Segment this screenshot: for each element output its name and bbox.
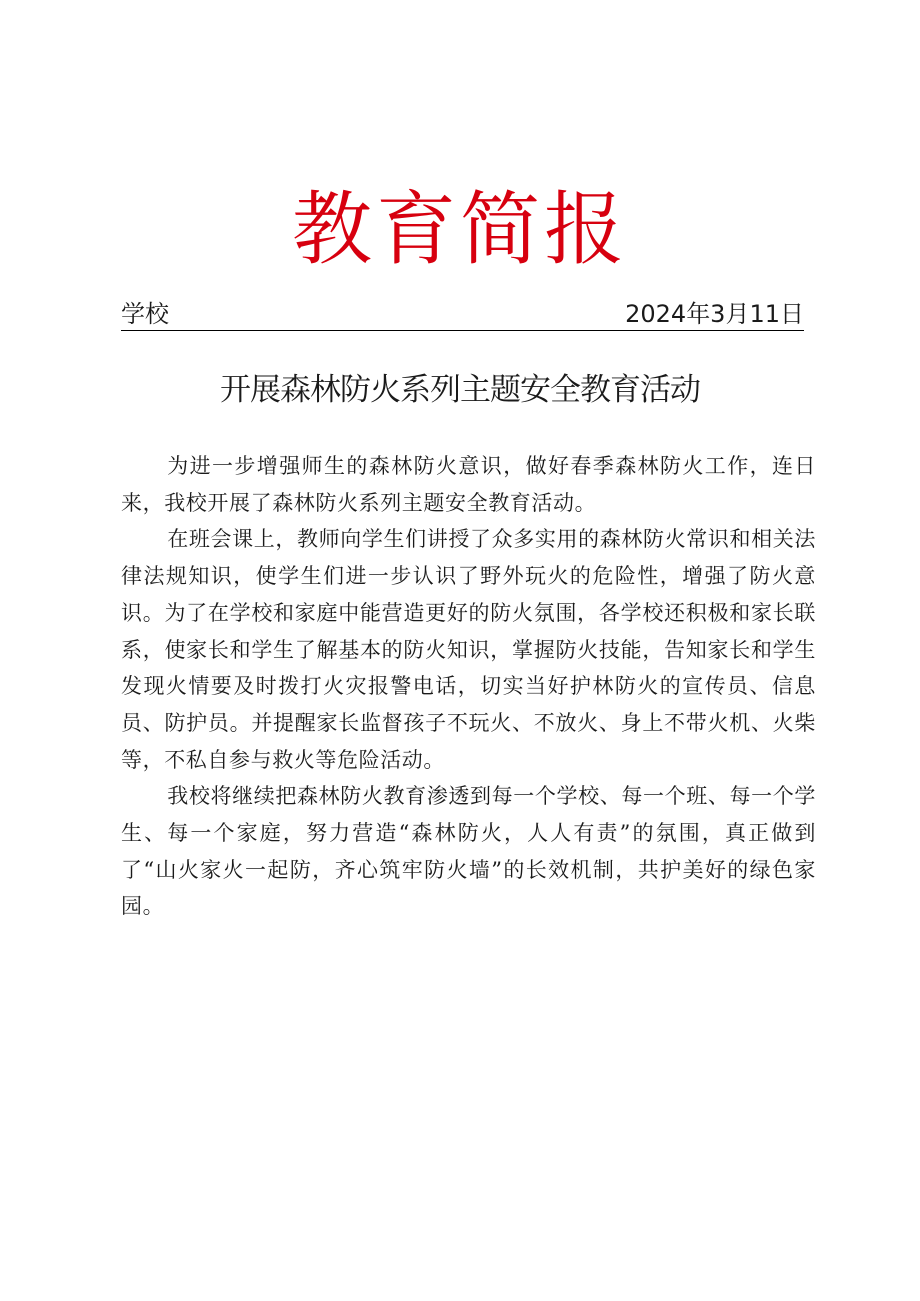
article-paragraph: 为进一步增强师生的森林防火意识，做好春季森林防火工作，连日来，我校开展了森林防火系列主题安全教育活动。 <box>121 454 816 515</box>
issue-date: 2024年3月11日 <box>625 300 804 328</box>
article-body <box>121 448 816 925</box>
masthead-title: 教育简报 <box>292 183 628 276</box>
school-label: 学校 <box>121 300 169 328</box>
meta-line <box>121 298 804 331</box>
article-paragraph: 在班会课上，教师向学生们讲授了众多实用的森林防火常识和相关法律法规知识，使学生们进一步认识了野外玩火的危险性，增强了防火意识。为了在学校和家庭中能营造更好的防火氛围，各学校还积极和家长联系，使家长和学生了解基本的防火知识，掌握防火技能，告知家长和学生发现火情要及时拨打火灾报警电话，切实当好护林防火的宣传员、信息员、防护员。并提醒家长监督孩子不玩火、不放火、身上不带火机、火柴等，不私自参与救火等危险活动。 <box>121 527 816 772</box>
article-headline: 开展森林防火系列主题安全教育活动 <box>220 372 700 408</box>
article-paragraph: 我校将继续把森林防火教育渗透到每一个学校、每一个班、每一个学生、每一个家庭，努力营造“森林防火，人人有责”的氛围，真正做到了“山火家火一起防，齐心筑牢防火墙”的长效机制，共护美好的绿色家园。 <box>121 784 816 919</box>
